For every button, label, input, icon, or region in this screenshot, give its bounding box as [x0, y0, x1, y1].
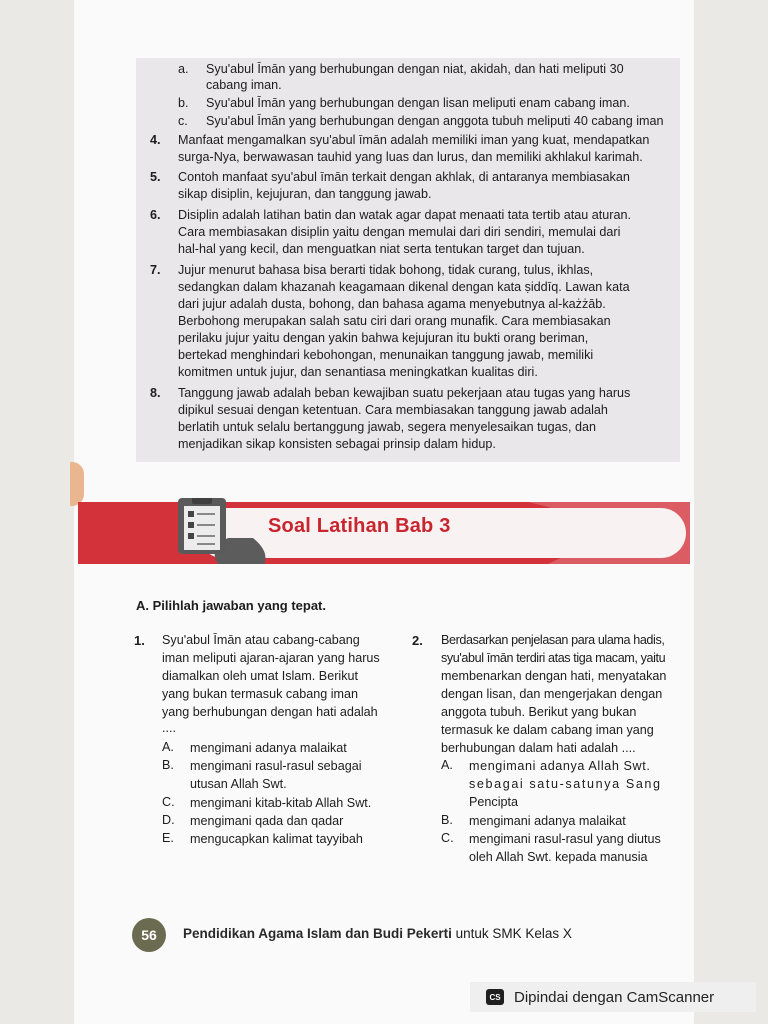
option-letter: A. — [162, 740, 174, 754]
summary-item-line: Contoh manfaat syu'abul īmān terkait dengan akhlak, di antaranya membiasakan — [178, 170, 630, 184]
summary-item-line: surga-Nya, berwawasan tauhid yang luas dan lurus, dan memiliki akhlakul karimah. — [178, 150, 643, 164]
summary-item-line: Cara membiasakan disiplin yaitu dengan memulai dari diri sendiri, memulai dari — [178, 225, 621, 239]
summary-subitem-line: cabang iman. — [206, 78, 282, 92]
option-text[interactable]: mengimani rasul-rasul yang diutus — [469, 832, 661, 846]
summary-item-line: dari jujur adalah dusta, bohong, dan bahasa agama menyebutnya al-każżāb. — [178, 297, 606, 311]
footer-title — [183, 926, 572, 941]
summary-item-line: sikap disiplin, kejujuran, dan tanggung jawab. — [178, 187, 432, 201]
option-letter: D. — [162, 813, 175, 827]
section-a-heading: A. Pilihlah jawaban yang tepat. — [136, 598, 326, 613]
question-line: syu'abul īmān terdiri atas tiga macam, yaitu — [441, 651, 666, 665]
summary-item-number: 5. — [150, 170, 161, 184]
summary-item-number: 6. — [150, 208, 161, 222]
summary-item-line: berlatih untuk selalu bertanggung jawab, segera menyelesaikan tugas, dan — [178, 420, 596, 434]
question-line: dengan lisan, dan mengerjakan dengan — [441, 687, 663, 701]
summary-item-line: Jujur menurut bahasa bisa berarti tidak bohong, tidak curang, tulus, ikhlas, — [178, 263, 594, 277]
summary-item-line: dipikul sesuai dengan ketentuan. Cara membiasakan tanggung jawab adalah — [178, 403, 608, 417]
summary-subitem-letter: b. — [178, 96, 189, 110]
option-text[interactable]: sebagai satu-satunya Sang — [469, 777, 662, 791]
option-text[interactable]: mengimani adanya malaikat — [469, 814, 626, 828]
question-line: anggota tubuh. Berikut yang bukan — [441, 705, 637, 719]
summary-item-line: Tanggung jawab adalah beban kewajiban suatu pekerjaan atau tugas yang harus — [178, 386, 631, 400]
question-number: 1. — [134, 633, 145, 648]
summary-item-line: perilaku jujur yaitu dengan yakin bahwa kejujuran itu bukti orang beriman, — [178, 331, 589, 345]
question-line: berhubungan dalam hati adalah .... — [441, 741, 636, 755]
summary-item-line: Disiplin adalah latihan batin dan watak agar dapat menaati tata tertib atau aturan. — [178, 208, 631, 222]
summary-item-line: Manfaat mengamalkan syu'abul īmān adalah memiliki iman yang kuat, mendapatkan — [178, 133, 650, 147]
question-line: termasuk ke dalam cabang iman yang — [441, 723, 654, 737]
summary-item-number: 4. — [150, 133, 161, 147]
option-text[interactable]: mengimani qada dan qadar — [190, 814, 344, 828]
question-line: .... — [162, 721, 176, 735]
option-letter: A. — [441, 758, 453, 772]
summary-item-number: 8. — [150, 386, 161, 400]
banner-title: Soal Latihan Bab 3 — [268, 515, 451, 537]
option-letter: B. — [441, 813, 453, 827]
summary-subitem-letter: c. — [178, 114, 188, 128]
question-line: diamalkan oleh umat Islam. Berikut — [162, 669, 358, 683]
question-number: 2. — [412, 633, 423, 648]
summary-item-line: komitmen untuk jujur, dan senantiasa meningkatkan kualitas diri. — [178, 365, 538, 379]
summary-item-line: Berbohong merupakan salah satu ciri dari orang munafik. Cara membiasakan — [178, 314, 611, 328]
summary-item-line: hal-hal yang kecil, dan menguatkan niat serta tentukan target dan tujuan. — [178, 242, 585, 256]
summary-subitem-line: Syu'abul Īmān yang berhubungan dengan anggota tubuh meliputi 40 cabang iman — [206, 114, 664, 128]
option-letter: B. — [162, 758, 174, 772]
summary-subitem-line: Syu'abul Īmān yang berhubungan dengan lisan meliputi enam cabang iman. — [206, 96, 630, 110]
section-banner — [78, 498, 690, 564]
option-text[interactable]: oleh Allah Swt. kepada manusia — [469, 850, 648, 864]
question-line: Berdasarkan penjelasan para ulama hadis, — [441, 633, 665, 647]
footer-title-bold: Pendidikan Agama Islam dan Budi Pekerti — [183, 926, 452, 941]
question-line: yang berhubungan dengan hati adalah — [162, 705, 378, 719]
option-text[interactable]: mengimani kitab-kitab Allah Swt. — [190, 796, 372, 810]
page-number-badge: 56 — [132, 918, 166, 952]
option-text[interactable]: Pencipta — [469, 795, 519, 809]
option-letter: C. — [162, 795, 175, 809]
option-text[interactable]: mengimani adanya malaikat — [190, 741, 347, 755]
option-letter: E. — [162, 831, 174, 845]
footer-title-rest: untuk SMK Kelas X — [451, 926, 572, 941]
question-line: membenarkan dengan hati, menyatakan — [441, 669, 667, 683]
camscanner-watermark — [470, 982, 756, 1012]
option-text[interactable]: mengucapkan kalimat tayyibah — [190, 832, 363, 846]
question-line: Syu'abul Īmān atau cabang-cabang — [162, 633, 360, 647]
chapter-summary-box — [136, 58, 680, 462]
summary-item-line: bertekad menghindari kebohongan, menunaikan tanggung jawab, memiliki — [178, 348, 594, 362]
camscanner-text: Dipindai dengan CamScanner — [514, 988, 715, 1006]
question-line: yang bukan termasuk cabang iman — [162, 687, 359, 701]
summary-item-line: sedangkan dalam khazanah keagamaan dikenal dengan kata ṣiddīq. Lawan kata — [178, 280, 630, 294]
summary-subitem-letter: a. — [178, 62, 189, 76]
summary-item-number: 7. — [150, 263, 161, 277]
summary-subitem-line: Syu'abul Īmān yang berhubungan dengan niat, akidah, dan hati meliputi 30 — [206, 62, 624, 76]
option-text[interactable]: mengimani rasul-rasul sebagai — [190, 759, 362, 773]
question-line: iman meliputi ajaran-ajaran yang harus — [162, 651, 380, 665]
option-text[interactable]: utusan Allah Swt. — [190, 777, 287, 791]
summary-item-line: menjadikan sikap konsisten sebagai prinsip dalam hidup. — [178, 437, 496, 451]
camscanner-icon: CS — [486, 989, 504, 1005]
option-letter: C. — [441, 831, 454, 845]
option-text[interactable]: mengimani adanya Allah Swt. — [469, 759, 651, 773]
